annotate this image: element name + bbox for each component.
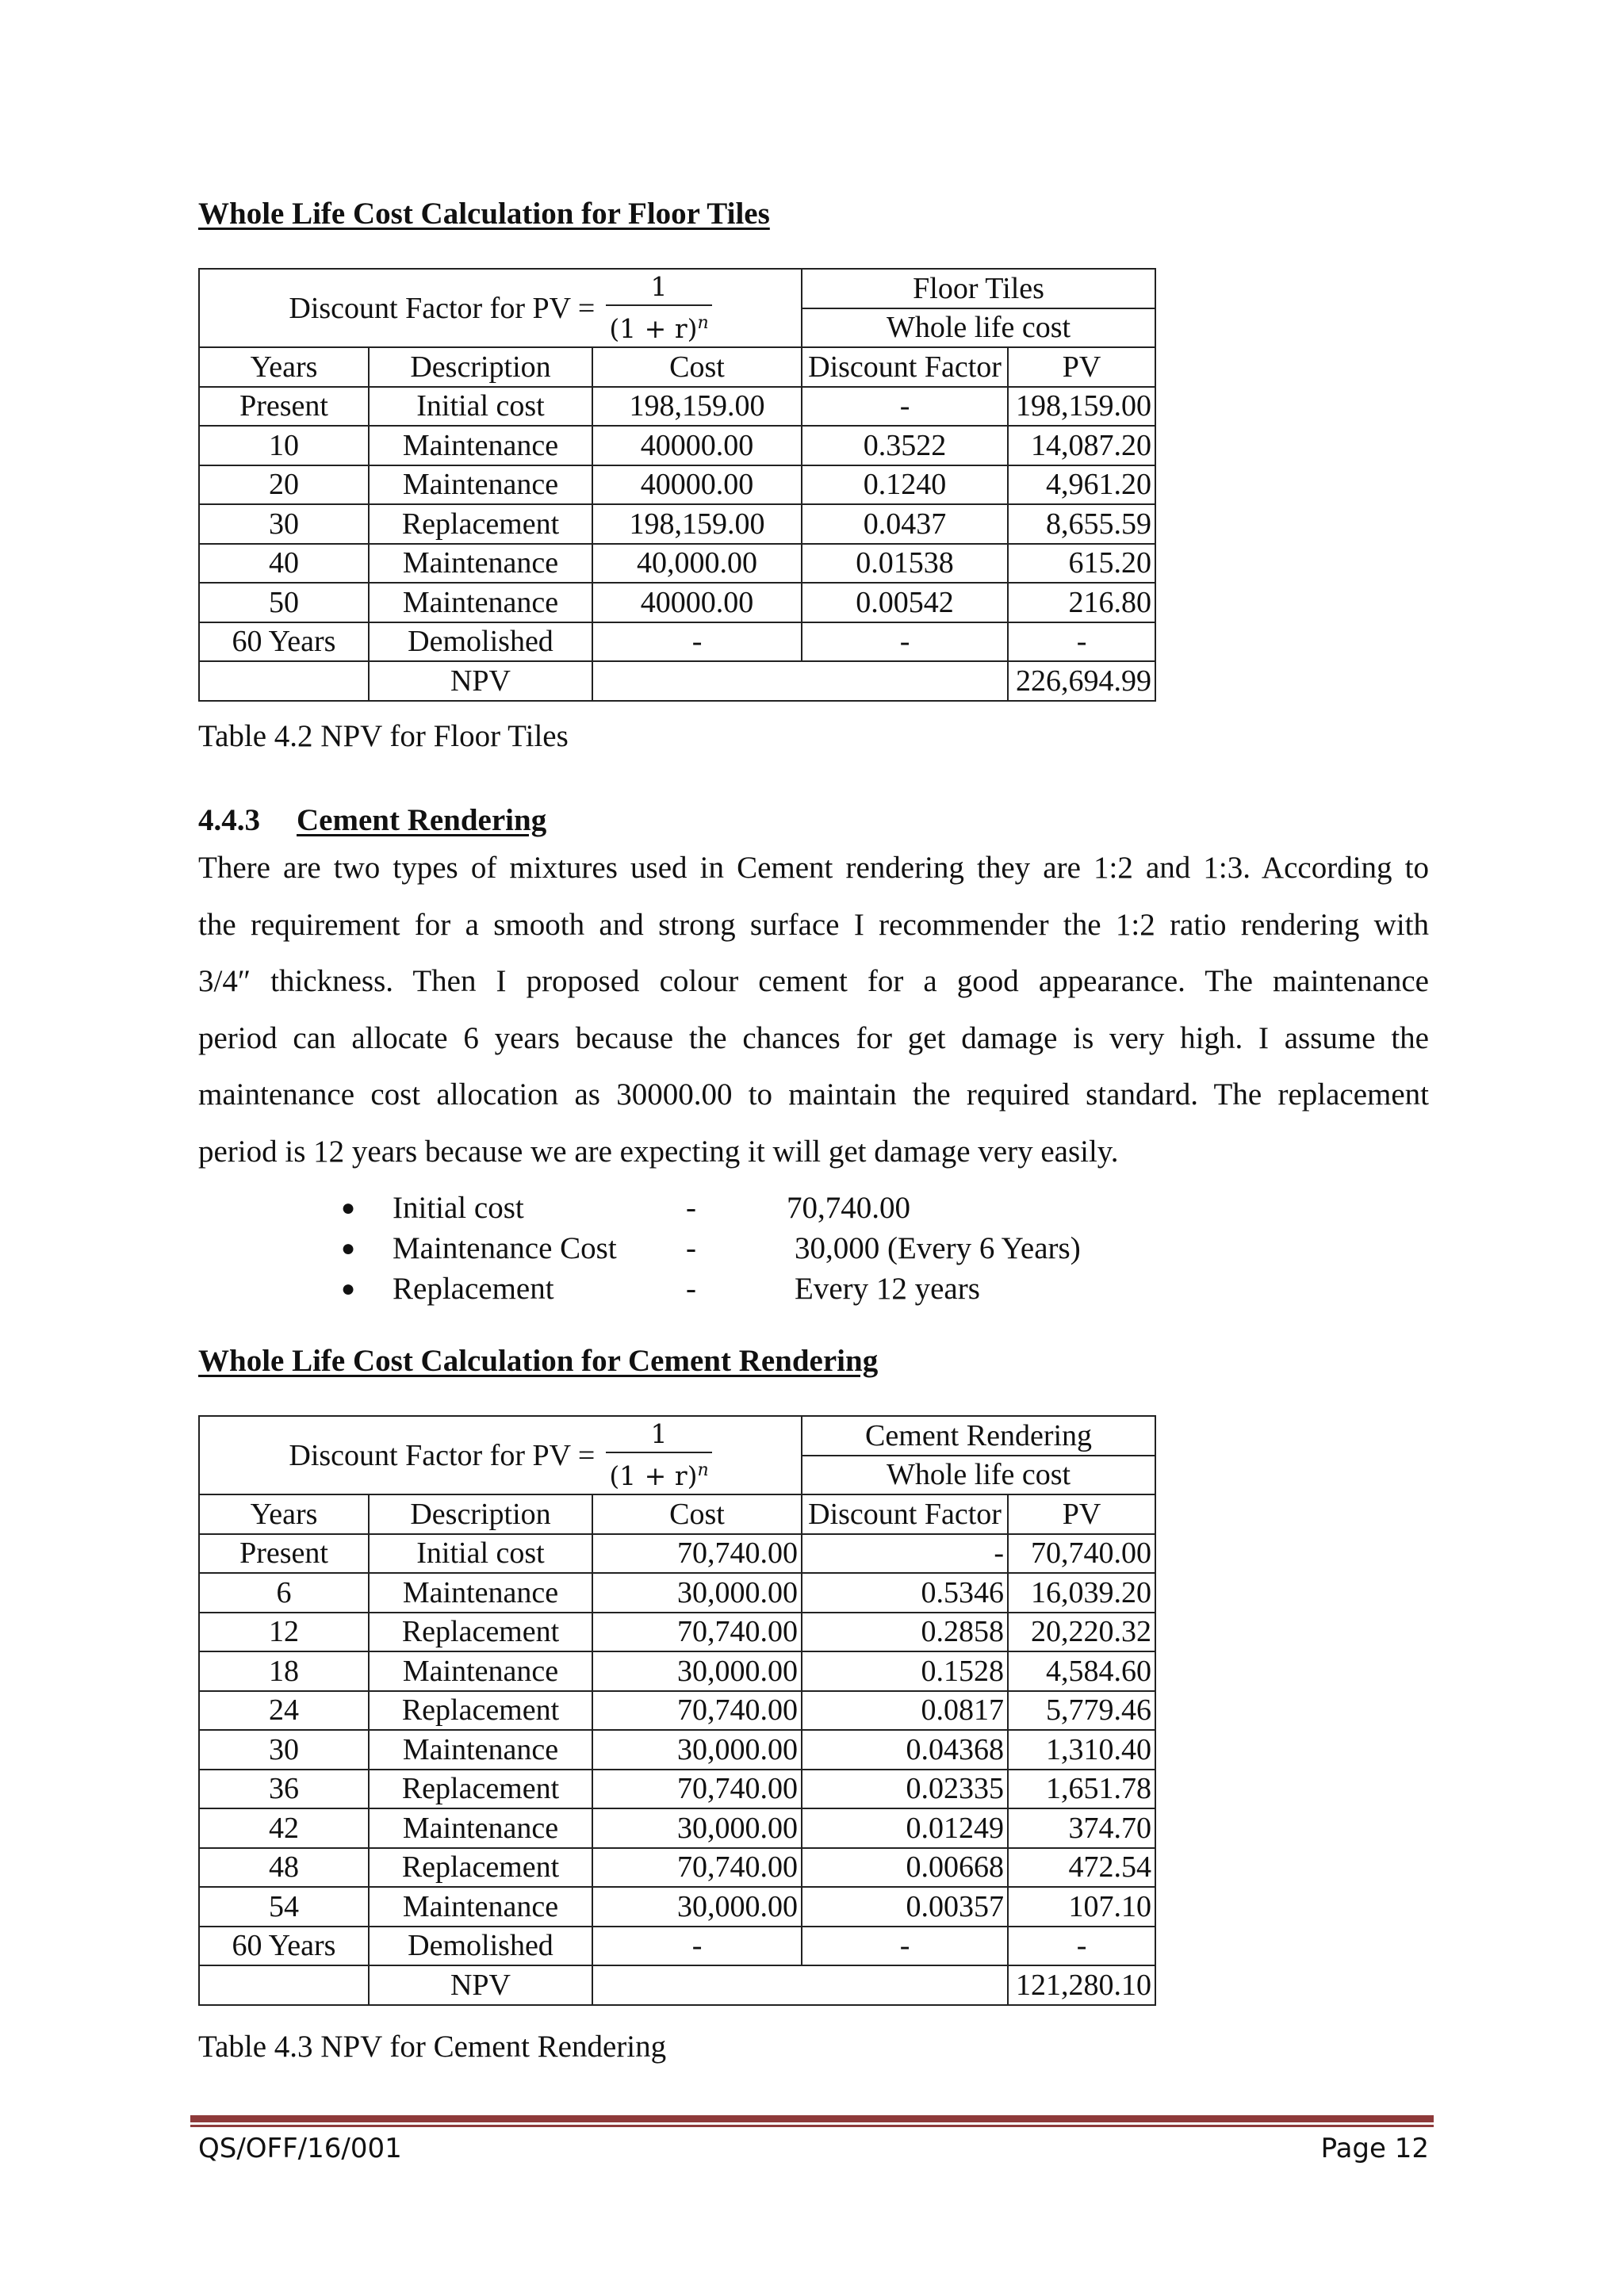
table-header-row xyxy=(199,1494,1155,1534)
group-title: Cement Rendering xyxy=(802,1416,1155,1456)
paragraph-line: 3/4″ thickness. Then I proposed colour cement for a good appearance. The maintenance xyxy=(198,964,1429,998)
header-years: Years xyxy=(199,1494,369,1534)
cell-years: 40 xyxy=(199,544,369,584)
cell-description: Maintenance xyxy=(369,1730,592,1770)
formula-numerator: 1 xyxy=(650,1418,668,1449)
cell-years: 10 xyxy=(199,426,369,465)
cell-pv: 615.20 xyxy=(1008,544,1155,584)
cell-discount-factor: 0.01538 xyxy=(802,544,1008,584)
cell-pv: 14,087.20 xyxy=(1008,426,1155,465)
cell-discount-factor: 0.04368 xyxy=(802,1730,1008,1770)
cell-years: 30 xyxy=(199,504,369,544)
npv-label: NPV xyxy=(369,661,592,701)
discount-factor-formula xyxy=(199,1416,802,1494)
header-discount-factor: Discount Factor xyxy=(802,347,1008,387)
formula-denominator: $(1 + r)^n$ xyxy=(606,1452,711,1494)
cell-years: Present xyxy=(199,387,369,427)
formula-label: Discount Factor for PV = xyxy=(289,1438,596,1472)
npv-row xyxy=(199,661,1155,701)
cell-discount-factor: 0.00357 xyxy=(802,1887,1008,1927)
cell-discount-factor: 0.1240 xyxy=(802,465,1008,505)
cell-description: Demolished xyxy=(369,622,592,662)
cell-pv: 216.80 xyxy=(1008,583,1155,622)
floor-tiles-npv-table xyxy=(198,268,1156,702)
paragraph-line: period is 12 years because we are expecting it will get damage very easily. xyxy=(198,1134,1119,1169)
cell-discount-factor: 0.00542 xyxy=(802,583,1008,622)
cell-pv: 4,961.20 xyxy=(1008,465,1155,505)
cell-cost: 30,000.00 xyxy=(592,1573,802,1613)
cell-description: Maintenance xyxy=(369,465,592,505)
cell-description: Maintenance xyxy=(369,544,592,584)
table-caption-cement-rendering: Table 4.3 NPV for Cement Rendering xyxy=(198,2030,667,2064)
cell-pv: 16,039.20 xyxy=(1008,1573,1155,1613)
cell-discount-factor: 0.01249 xyxy=(802,1808,1008,1848)
paragraph-line: maintenance cost allocation as 30000.00 to maintain the required standard. The replacement xyxy=(198,1077,1429,1112)
cell-years: 18 xyxy=(199,1651,369,1691)
header-description: Description xyxy=(369,347,592,387)
cell-description: Replacement xyxy=(369,1848,592,1888)
header-years: Years xyxy=(199,347,369,387)
cell-discount-factor: - xyxy=(802,1534,1008,1574)
formula-numerator: 1 xyxy=(650,271,668,302)
cell-pv: - xyxy=(1008,622,1155,662)
table-row xyxy=(199,1770,1155,1809)
discount-factor-formula xyxy=(199,269,802,347)
cell-discount-factor: - xyxy=(802,1927,1008,1966)
cell-years: 48 xyxy=(199,1848,369,1888)
cell-cost: 70,740.00 xyxy=(592,1691,802,1731)
cell-years: 20 xyxy=(199,465,369,505)
document-reference: QS/OFF/16/001 xyxy=(198,2133,402,2164)
bullet-dash: - xyxy=(686,1191,696,1225)
cell-cost: 30,000.00 xyxy=(592,1887,802,1927)
paragraph-line: the requirement for a smooth and strong surface I recommender the 1:2 ratio rendering with xyxy=(198,907,1429,942)
formula-denominator: $(1 + r)^n$ xyxy=(606,304,711,346)
table-row xyxy=(199,1848,1155,1888)
cell-description: Initial cost xyxy=(369,387,592,427)
cell-cost: 30,000.00 xyxy=(592,1651,802,1691)
cell-years: 24 xyxy=(199,1691,369,1731)
npv-blank xyxy=(199,661,369,701)
bullet-icon: ● xyxy=(341,1195,356,1221)
cell-description: Replacement xyxy=(369,1691,592,1731)
cement-rendering-paragraph xyxy=(198,840,1429,1180)
table-row xyxy=(199,465,1155,505)
footer-divider-thin xyxy=(190,2125,1434,2127)
bullet-icon: ● xyxy=(341,1276,356,1302)
npv-spacer xyxy=(592,1965,1008,2005)
table-row xyxy=(199,1927,1155,1966)
npv-value: 121,280.10 xyxy=(1008,1965,1155,2005)
bullet-icon: ● xyxy=(341,1235,356,1261)
npv-label: NPV xyxy=(369,1965,592,2005)
cell-description: Maintenance xyxy=(369,426,592,465)
cell-discount-factor: 0.3522 xyxy=(802,426,1008,465)
cell-pv: 374.70 xyxy=(1008,1808,1155,1848)
header-cost: Cost xyxy=(592,1494,802,1534)
cell-description: Replacement xyxy=(369,1613,592,1652)
cell-cost: 30,000.00 xyxy=(592,1730,802,1770)
section-title: Cement Rendering xyxy=(297,803,547,837)
npv-value: 226,694.99 xyxy=(1008,661,1155,701)
cell-discount-factor: 0.2858 xyxy=(802,1613,1008,1652)
cell-description: Demolished xyxy=(369,1927,592,1966)
cement-rendering-heading: Whole Life Cost Calculation for Cement Rendering xyxy=(198,1344,879,1378)
cell-discount-factor: 0.0437 xyxy=(802,504,1008,544)
table-row xyxy=(199,1651,1155,1691)
cell-description: Maintenance xyxy=(369,583,592,622)
cell-years: 50 xyxy=(199,583,369,622)
cell-years: 42 xyxy=(199,1808,369,1848)
cell-discount-factor: 0.0817 xyxy=(802,1691,1008,1731)
header-pv: PV xyxy=(1008,1494,1155,1534)
npv-blank xyxy=(199,1965,369,2005)
cell-pv: 1,651.78 xyxy=(1008,1770,1155,1809)
bullet-dash: - xyxy=(686,1231,696,1265)
page-number: Page 12 xyxy=(1320,2133,1429,2164)
formula-label: Discount Factor for PV = xyxy=(289,291,596,325)
table-row xyxy=(199,1613,1155,1652)
table-row xyxy=(199,504,1155,544)
table-row xyxy=(199,1887,1155,1927)
cell-pv: 107.10 xyxy=(1008,1887,1155,1927)
section-number: 4.4.3 xyxy=(198,803,260,837)
cell-description: Replacement xyxy=(369,1770,592,1809)
cell-discount-factor: 0.02335 xyxy=(802,1770,1008,1809)
bullet-label: Initial cost xyxy=(393,1191,524,1225)
cell-cost: 70,740.00 xyxy=(592,1848,802,1888)
table-row xyxy=(199,544,1155,584)
table-header-row xyxy=(199,347,1155,387)
cell-description: Maintenance xyxy=(369,1808,592,1848)
cell-discount-factor: - xyxy=(802,387,1008,427)
bullet-value: Every 12 years xyxy=(795,1272,980,1306)
cell-years: 30 xyxy=(199,1730,369,1770)
cell-cost: 40000.00 xyxy=(592,426,802,465)
table-row xyxy=(199,426,1155,465)
cell-cost: 40000.00 xyxy=(592,465,802,505)
paragraph-line: period can allocate 6 years because the chances for get damage is very high. I assume the xyxy=(198,1020,1429,1055)
cell-pv: 5,779.46 xyxy=(1008,1691,1155,1731)
group-title: Floor Tiles xyxy=(802,269,1155,308)
cell-years: 36 xyxy=(199,1770,369,1809)
cell-cost: 70,740.00 xyxy=(592,1613,802,1652)
cell-description: Initial cost xyxy=(369,1534,592,1574)
bullet-label: Maintenance Cost xyxy=(393,1231,617,1265)
cell-cost: 40,000.00 xyxy=(592,544,802,584)
header-cost: Cost xyxy=(592,347,802,387)
group-subtitle: Whole life cost xyxy=(802,1456,1155,1495)
bullet-value: 30,000 (Every 6 Years) xyxy=(795,1231,1081,1265)
paragraph-line: There are two types of mixtures used in Cement rendering they are 1:2 and 1:3. According to xyxy=(198,851,1429,885)
cell-pv: 472.54 xyxy=(1008,1848,1155,1888)
table-row xyxy=(199,622,1155,662)
cell-pv: 20,220.32 xyxy=(1008,1613,1155,1652)
cell-discount-factor: 0.00668 xyxy=(802,1848,1008,1888)
cell-years: 60 Years xyxy=(199,1927,369,1966)
header-description: Description xyxy=(369,1494,592,1534)
bullet-value: 70,740.00 xyxy=(787,1191,910,1225)
cell-cost: 198,159.00 xyxy=(592,387,802,427)
header-pv: PV xyxy=(1008,347,1155,387)
bullet-label: Replacement xyxy=(393,1272,554,1306)
cell-description: Maintenance xyxy=(369,1651,592,1691)
table-row xyxy=(199,1534,1155,1574)
cell-description: Maintenance xyxy=(369,1573,592,1613)
cell-cost: 40000.00 xyxy=(592,583,802,622)
npv-spacer xyxy=(592,661,1008,701)
cell-years: 60 Years xyxy=(199,622,369,662)
npv-row xyxy=(199,1965,1155,2005)
cell-pv: 198,159.00 xyxy=(1008,387,1155,427)
floor-tiles-heading: Whole Life Cost Calculation for Floor Tiles xyxy=(198,197,770,231)
cell-pv: 1,310.40 xyxy=(1008,1730,1155,1770)
cell-cost: - xyxy=(592,622,802,662)
table-row xyxy=(199,1730,1155,1770)
cell-years: 6 xyxy=(199,1573,369,1613)
cell-pv: - xyxy=(1008,1927,1155,1966)
cell-pv: 70,740.00 xyxy=(1008,1534,1155,1574)
cell-pv: 8,655.59 xyxy=(1008,504,1155,544)
cell-pv: 4,584.60 xyxy=(1008,1651,1155,1691)
footer-divider xyxy=(190,2115,1434,2122)
bullet-dash: - xyxy=(686,1272,696,1306)
cell-discount-factor: 0.5346 xyxy=(802,1573,1008,1613)
header-discount-factor: Discount Factor xyxy=(802,1494,1008,1534)
table-row xyxy=(199,583,1155,622)
cell-years: 12 xyxy=(199,1613,369,1652)
cell-years: Present xyxy=(199,1534,369,1574)
table-row xyxy=(199,1573,1155,1613)
table-caption-floor-tiles: Table 4.2 NPV for Floor Tiles xyxy=(198,719,569,753)
cell-discount-factor: - xyxy=(802,622,1008,662)
cell-cost: 70,740.00 xyxy=(592,1534,802,1574)
cell-cost: 30,000.00 xyxy=(592,1808,802,1848)
cell-cost: 70,740.00 xyxy=(592,1770,802,1809)
cell-description: Maintenance xyxy=(369,1887,592,1927)
table-row xyxy=(199,1691,1155,1731)
table-row xyxy=(199,1808,1155,1848)
cement-rendering-npv-table xyxy=(198,1415,1156,2006)
cell-cost: - xyxy=(592,1927,802,1966)
table-row xyxy=(199,387,1155,427)
cement-rendering-subheading xyxy=(198,802,546,838)
cell-cost: 198,159.00 xyxy=(592,504,802,544)
group-subtitle: Whole life cost xyxy=(802,308,1155,348)
cell-discount-factor: 0.1528 xyxy=(802,1651,1008,1691)
cell-description: Replacement xyxy=(369,504,592,544)
cell-years: 54 xyxy=(199,1887,369,1927)
